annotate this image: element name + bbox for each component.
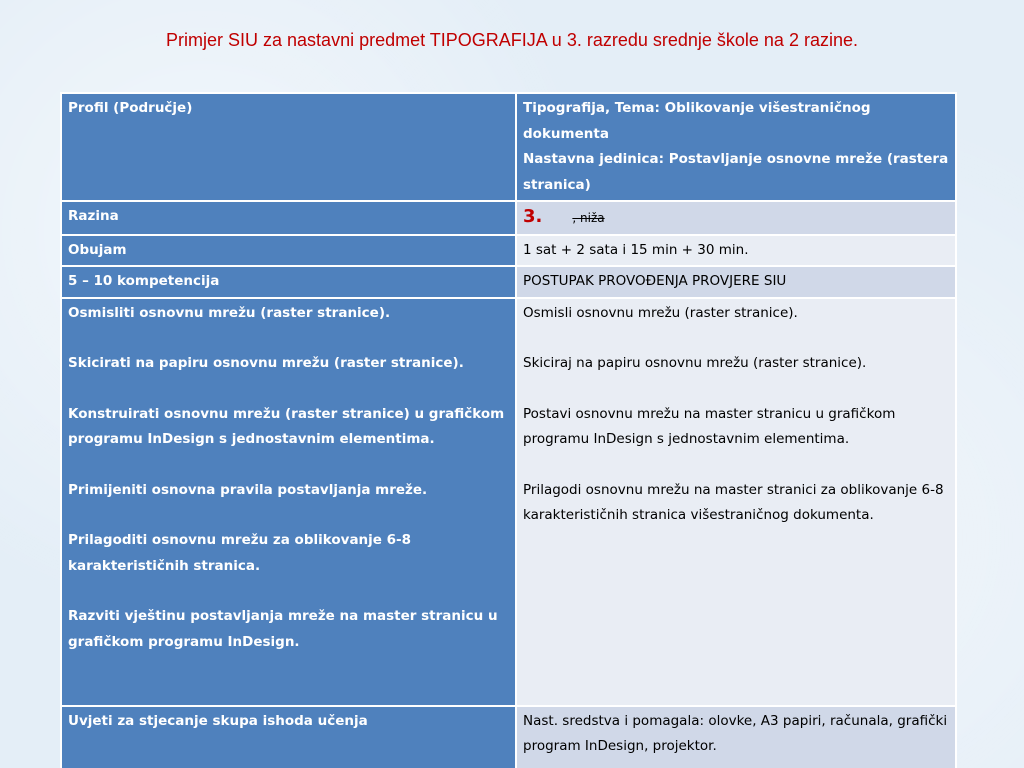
uvjeti-label: Uvjeti za stjecanje skupa ishoda učenja xyxy=(61,706,516,768)
razina-number: 3. xyxy=(523,206,543,227)
procedures-list xyxy=(516,298,956,706)
competency-item: Prilagoditi osnovnu mrežu za oblikovanje 6-8 karakterističnih stranica. xyxy=(68,532,412,574)
profil-value xyxy=(516,93,956,201)
competencies-list xyxy=(61,298,516,706)
table-row-competencies xyxy=(61,298,956,706)
obujam-label: Obujam xyxy=(61,235,516,267)
profil-label: Profil (Područje) xyxy=(61,93,516,201)
competency-item: Skicirati na papiru osnovnu mrežu (raster stranice). xyxy=(68,355,464,371)
competency-item: Primijeniti osnovna pravila postavljanja mreže. xyxy=(68,481,428,498)
competency-item: Razviti vještinu postavljanja mreže na master stranicu u grafičkom programu InDesign. xyxy=(68,608,498,650)
competency-item: Konstruirati osnovnu mrežu (raster stranice) u grafičkom programu InDesign s jednostavnim elementima. xyxy=(68,405,505,447)
obujam-value: 1 sat + 2 sata i 15 min + 30 min. xyxy=(516,235,956,267)
profil-value-line-2: Nastavna jedinica: Postavljanje osnovne mreže (rastera stranica) xyxy=(523,151,949,193)
kompetencija-value: POSTUPAK PROVOĐENJA PROVJERE SIU xyxy=(516,266,956,298)
kompetencija-label: 5 – 10 kompetencija xyxy=(61,266,516,298)
table-row-uvjeti xyxy=(61,706,956,768)
uvjeti-value: Nast. sredstva i pomagala: olovke, A3 papiri, računala, grafički program InDesign, projektor. xyxy=(516,706,956,768)
razina-value xyxy=(516,201,956,235)
procedure-item: Postavi osnovnu mrežu na master stranicu u grafičkom programu InDesign s jednostavnim elementima. xyxy=(523,405,896,447)
razina-label: Razina xyxy=(61,201,516,235)
procedure-item: Skiciraj na papiru osnovnu mrežu (raster stranice). xyxy=(523,355,867,371)
competency-item: Osmisliti osnovnu mrežu (raster stranice). xyxy=(68,304,391,321)
table-row-razina xyxy=(61,201,956,235)
procedure-item: Prilagodi osnovnu mrežu na master stranici za oblikovanje 6-8 karakterističnih stranica višestraničnog dokumenta. xyxy=(523,481,944,523)
razina-struck-text: , niža xyxy=(572,211,605,225)
table-row-kompetencija xyxy=(61,266,956,298)
siu-table xyxy=(60,92,957,768)
table-row-obujam xyxy=(61,235,956,267)
table-row-profil xyxy=(61,93,956,201)
slide-title: Primjer SIU za nastavni predmet TIPOGRAFIJA u 3. razredu srednje škole na 2 razine. xyxy=(166,30,858,50)
procedure-item: Osmisli osnovnu mrežu (raster stranice). xyxy=(523,304,798,321)
profil-value-line-1: Tipografija, Tema: Oblikovanje višestraničnog dokumenta xyxy=(523,100,871,142)
